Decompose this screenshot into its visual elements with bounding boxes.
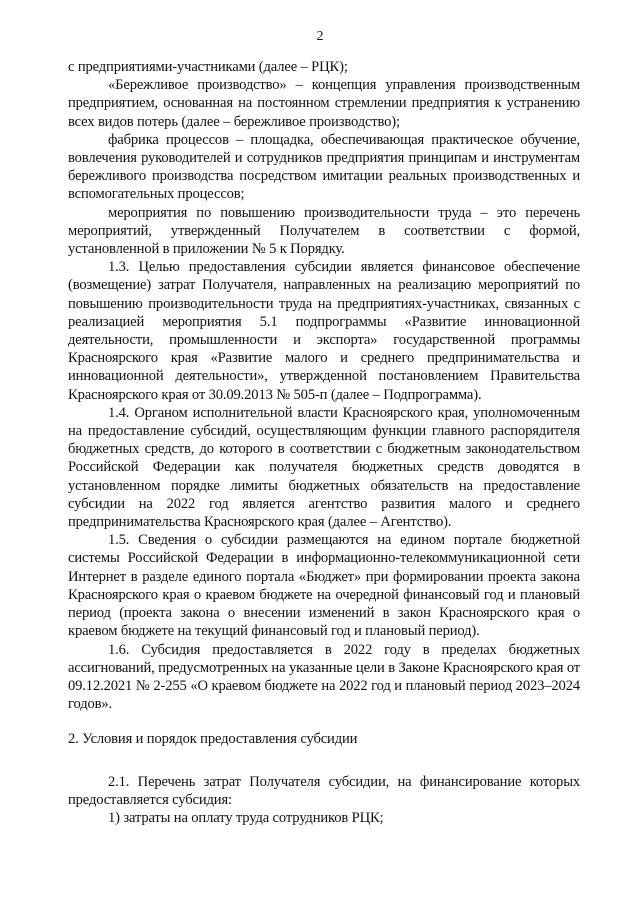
page-number: 2 bbox=[316, 29, 324, 44]
document-body bbox=[68, 58, 580, 827]
paragraph-productivity-measures-definition: мероприятия по повышению производительности труда – это перечень мероприятий, утвержденный Получателем в соответствии с формой, установленной в приложении № 5 к Порядку. bbox=[68, 204, 580, 258]
paragraph-1-6: 1.6. Субсидия предоставляется в 2022 году в пределах бюджетных ассигнований, предусмотренных на указанные цели в Законе Красноярского края от 09.12.2021 № 2-255 «О краевом бюджете на 2022 год и плановый период 2023–2024 годов». bbox=[68, 641, 580, 713]
paragraph-rck-continuation: с предприятиями-участниками (далее – РЦК); bbox=[68, 59, 348, 75]
paragraph-lean-production-definition: «Бережливое производство» – концепция управления производственным предприятием, основанная на постоянном стремлении предприятия к устранению всех видов потерь (далее – бережливое производство); bbox=[68, 77, 580, 130]
paragraph-process-factory-definition: фабрика процессов – площадка, обеспечивающая практическое обучение, вовлечения руководителей и сотрудников предприятия принципам и инструментам бережливого производства посредством имитации реальных производственных и вспомогательных процессов; bbox=[68, 131, 580, 203]
paragraph-1-3: 1.3. Целью предоставления субсидии является финансовое обеспечение (возмещение) затрат Получателя, направленных на реализацию мероприятий по повышению производительности труда на предприятиях-участниках, связанных с реализацией мероприятия 5.1 подпрограммы «Развитие инновационной деятельности, промышленности и экспорта» государственной программы Красноярского края «Развитие малого и среднего предпринимательства и инновационной деятельности», утвержденной постановлением Правительства Красноярского края от 30.09.2013 № 505-п (далее – Подпрограмма). bbox=[68, 259, 580, 403]
paragraph-1-5: 1.5. Сведения о субсидии размещаются на едином портале бюджетной системы Российской Федерации в информационно-телекоммуникационной сети Интернет в разделе единого портала «Бюджет» при формировании проекта закона Красноярского края о краевом бюджете на очередной финансовый год и плановый период (проекта закона о внесении изменений в закон Красноярского края о краевом бюджете на текущий финансовый год и плановый период). bbox=[68, 532, 580, 640]
paragraph-2-1-item-1: 1) затраты на оплату труда сотрудников РЦК; bbox=[108, 809, 384, 826]
section-heading: 2. Условия и порядок предоставления субсидии bbox=[68, 731, 358, 748]
paragraph-2-1: 2.1. Перечень затрат Получателя субсидии, на финансирование которых предоставляется субсидия: bbox=[68, 773, 580, 808]
paragraph-1-4: 1.4. Органом исполнительной власти Красноярского края, уполномоченным на предоставление субсидий, осуществляющим функции главного распорядителя бюджетных средств, до которого в соответствии с бюджетным законодательством Российской Федерации как получателя бюджетных средств доводятся в установленном порядке лимиты бюджетных обязательств на предоставление субсидии на 2022 год является агентство развития малого и среднего предпринимательства Красноярского края (далее – Агентство). bbox=[68, 404, 580, 531]
